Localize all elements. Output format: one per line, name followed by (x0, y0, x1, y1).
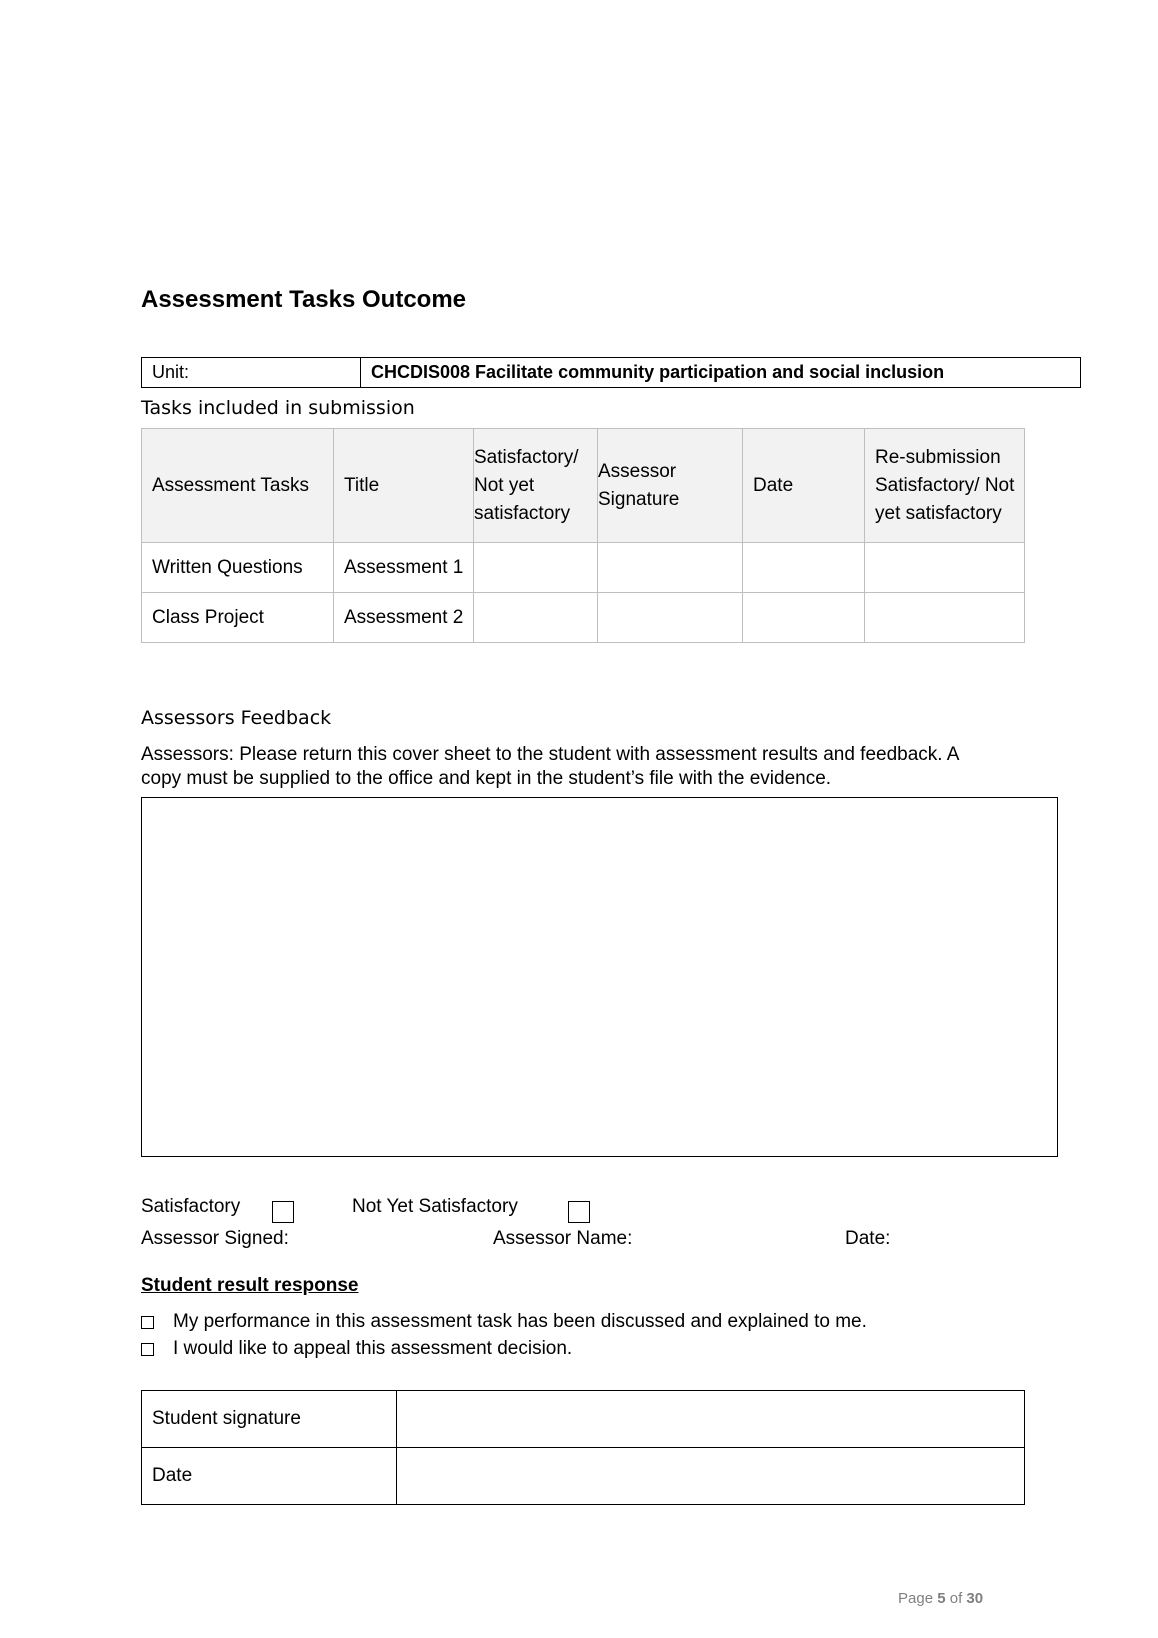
title-cell: Assessment 1 (334, 543, 474, 593)
total-pages: 30 (966, 1590, 984, 1607)
feedback-label: Assessors Feedback (141, 707, 332, 729)
signature-cell[interactable] (598, 593, 743, 643)
table-row (142, 593, 1025, 643)
header-assessor-signature: Assessor Signature (598, 429, 743, 543)
student-signature-table (141, 1390, 1025, 1505)
satisfactory-cell[interactable] (474, 543, 598, 593)
header-assessment-tasks: Assessment Tasks (142, 429, 334, 543)
resubmission-cell[interactable] (865, 543, 1025, 593)
checkbox-icon[interactable] (141, 1343, 154, 1356)
student-signature-label: Student signature (142, 1391, 397, 1448)
table-row (142, 543, 1025, 593)
response-option-label: I would like to appeal this assessment decision. (173, 1338, 573, 1359)
feedback-box[interactable] (141, 797, 1058, 1157)
of-word: of (949, 1590, 963, 1607)
page-title: Assessment Tasks Outcome (141, 286, 467, 313)
date-cell[interactable] (743, 543, 865, 593)
student-date-label: Date (142, 1448, 397, 1505)
page-word: Page (898, 1590, 934, 1607)
not-yet-satisfactory-checkbox[interactable] (568, 1201, 590, 1223)
tasks-caption: Tasks included in submission (141, 397, 415, 419)
task-cell: Written Questions (142, 543, 334, 593)
satisfactory-checkbox[interactable] (272, 1201, 294, 1223)
response-option-discussed[interactable] (141, 1311, 867, 1333)
signature-cell[interactable] (598, 543, 743, 593)
unit-table (141, 357, 1081, 388)
student-date-field[interactable] (397, 1448, 1025, 1505)
current-page: 5 (937, 1590, 946, 1607)
resubmission-cell[interactable] (865, 593, 1025, 643)
header-resubmission: Re-submission Satisfactory/ Not yet satisfactory (865, 429, 1025, 543)
task-cell: Class Project (142, 593, 334, 643)
title-cell: Assessment 2 (334, 593, 474, 643)
unit-label: Unit: (142, 358, 361, 388)
response-option-appeal[interactable] (141, 1338, 572, 1360)
unit-value: CHCDIS008 Facilitate community participation and social inclusion (361, 358, 1081, 388)
page-number (898, 1590, 983, 1607)
tasks-table (141, 428, 1025, 643)
tasks-header-row (142, 429, 1025, 543)
satisfactory-label: Satisfactory (141, 1196, 241, 1217)
date-cell[interactable] (743, 593, 865, 643)
header-satisfactory: Satisfactory/ Not yet satisfactory (474, 429, 598, 543)
satisfactory-cell[interactable] (474, 593, 598, 643)
header-date: Date (743, 429, 865, 543)
header-title: Title (334, 429, 474, 543)
feedback-instructions: Assessors: Please return this cover sheet to the student with assessment results and feedback. A copy must be supplied to the office and kept in the student’s file with the evidence. (141, 744, 959, 789)
student-response-title: Student result response (141, 1275, 359, 1296)
assessor-date-label: Date: (845, 1228, 891, 1249)
student-signature-field[interactable] (397, 1391, 1025, 1448)
assessor-signed-label: Assessor Signed: (141, 1228, 289, 1249)
assessor-name-label: Assessor Name: (493, 1228, 633, 1249)
response-option-label: My performance in this assessment task has been discussed and explained to me. (173, 1311, 867, 1332)
checkbox-icon[interactable] (141, 1316, 154, 1329)
not-yet-satisfactory-label: Not Yet Satisfactory (352, 1196, 518, 1217)
